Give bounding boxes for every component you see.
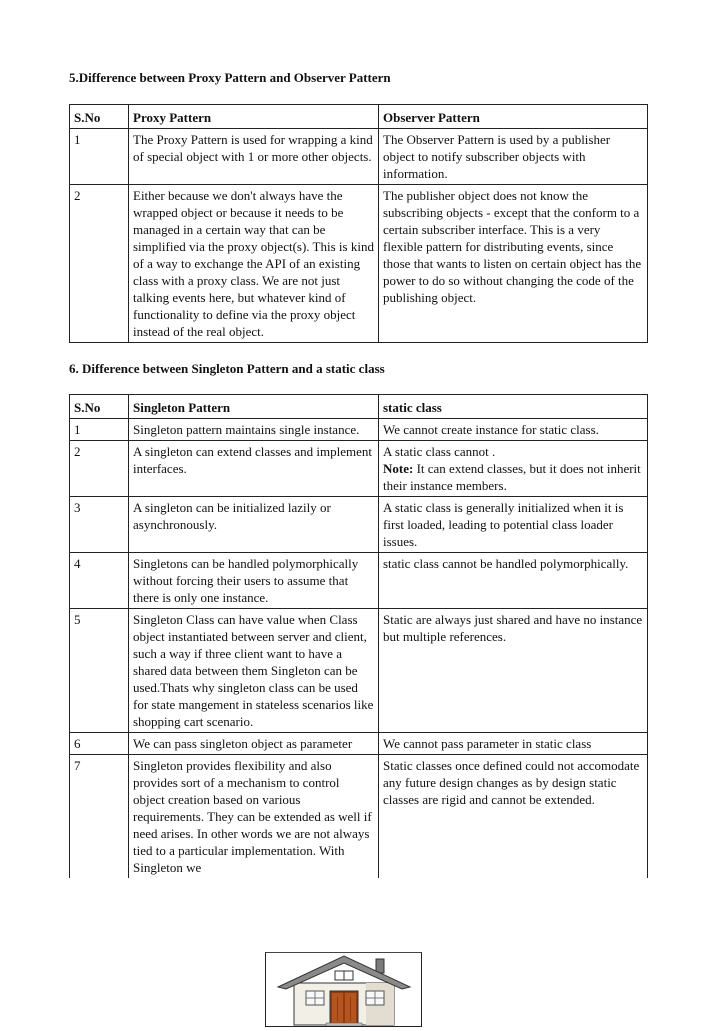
note-text: It can extend classes, but it does not inherit their instance members.	[383, 461, 641, 493]
house-icon	[266, 953, 421, 1026]
cell-static: A static class is generally initialized when it is first loaded, leading to potential class loader issues.	[379, 497, 648, 553]
cell-static: We cannot pass parameter in static class	[379, 733, 648, 755]
table-row	[70, 441, 648, 497]
proxy-observer-table	[69, 104, 648, 343]
cell-proxy: The Proxy Pattern is used for wrapping a kind of special object with 1 or more other objects.	[129, 129, 379, 185]
cell-sno: 3	[70, 497, 129, 553]
table-row	[70, 185, 648, 343]
cell-sno: 1	[70, 129, 129, 185]
section-5-title: 5.Difference between Proxy Pattern and Observer Pattern	[69, 70, 391, 85]
cell-sno: 1	[70, 419, 129, 441]
cell-sno: 2	[70, 441, 129, 497]
cell-singleton: We can pass singleton object as parameter	[129, 733, 379, 755]
cell-sno: 6	[70, 733, 129, 755]
cell-static: Static are always just shared and have no instance but multiple references.	[379, 609, 648, 733]
cell-static	[379, 441, 648, 497]
cell-sno: 2	[70, 185, 129, 343]
note-label: Note:	[383, 461, 414, 476]
table-row	[70, 497, 648, 553]
cell-singleton: Singleton provides flexibility and also provides sort of a mechanism to control object creation based on various requirements. They can be extended as well if need arises. In other words we are not always tied to a particular implementation. With Singleton we	[129, 755, 379, 879]
cell-static: static class cannot be handled polymorphically.	[379, 553, 648, 609]
cell-static: We cannot create instance for static class.	[379, 419, 648, 441]
cell-sno: 5	[70, 609, 129, 733]
header-sno: S.No	[70, 395, 129, 419]
cell-static: Static classes once defined could not accomodate any future design changes as by design static classes are rigid and cannot be extended.	[379, 755, 648, 879]
header-static: static class	[379, 395, 648, 419]
table-row	[70, 419, 648, 441]
cell-sno: 4	[70, 553, 129, 609]
table-row	[70, 755, 648, 879]
cell-observer: The publisher object does not know the subscribing objects - except that the conform to a certain subscriber interface. This is a very flexible pattern for distributing events, since those that wants to listen on certain object has the power to do so without changing the code of the publishing object.	[379, 185, 648, 343]
table-row	[70, 553, 648, 609]
header-sno: S.No	[70, 105, 129, 129]
header-proxy: Proxy Pattern	[129, 105, 379, 129]
header-observer: Observer Pattern	[379, 105, 648, 129]
cell-singleton: A singleton can be initialized lazily or asynchronously.	[129, 497, 379, 553]
table-row	[70, 129, 648, 185]
house-image	[265, 952, 422, 1027]
cell-sno: 7	[70, 755, 129, 879]
cell-singleton: Singletons can be handled polymorphically without forcing their users to assume that there is only one instance.	[129, 553, 379, 609]
cell-singleton: Singleton pattern maintains single instance.	[129, 419, 379, 441]
header-singleton: Singleton Pattern	[129, 395, 379, 419]
cell-singleton: Singleton Class can have value when Class object instantiated between server and client, such a way if three client want to have a shared data between them Singleton can be used.Thats why singleton class can be used for state mangement in stateless scenarios like shopping cart scenario.	[129, 609, 379, 733]
cell-singleton: A singleton can extend classes and implement interfaces.	[129, 441, 379, 497]
cell-proxy: Either because we don't always have the wrapped object or because it needs to be managed in a certain way that can be simplified via the proxy object(s). This is kind of a way to exchange the API of an existing class with a proxy class. We are not just talking events here, but whatever kind of functionality to define via the proxy object instead of the real object.	[129, 185, 379, 343]
section-6-title: 6. Difference between Singleton Pattern and a static class	[69, 361, 385, 376]
cell-static-text: A static class cannot .	[383, 444, 496, 459]
table-header-row	[70, 105, 648, 129]
table-header-row	[70, 395, 648, 419]
table-row	[70, 609, 648, 733]
singleton-static-table	[69, 394, 648, 878]
cell-observer: The Observer Pattern is used by a publisher object to notify subscriber objects with information.	[379, 129, 648, 185]
table-row	[70, 733, 648, 755]
